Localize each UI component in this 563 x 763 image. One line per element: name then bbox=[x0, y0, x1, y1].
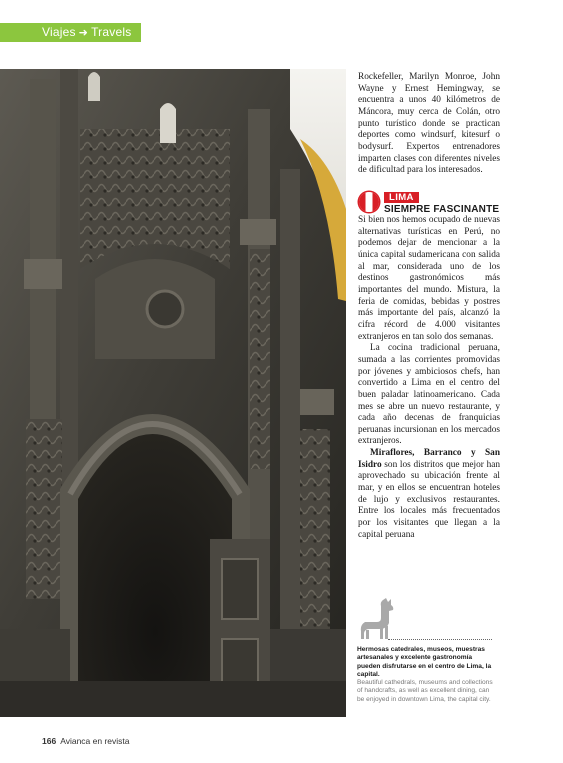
lima-paragraph-3-body: son los distritos que mejor han aprovechado su ubicación frente al mar, y en ellos se encuentran hoteles de lujo y exclusivos restaurantes. Entre los locales más frecuentados por los visitantes que llegan a la capital peruana bbox=[358, 459, 500, 540]
lima-paragraph-3-lead: Miraflores, Barranco y San Isidro bbox=[358, 448, 500, 470]
section-label-en: Travels bbox=[91, 25, 132, 39]
lima-paragraph-2: La cocina tradicional peruana, sumada a las corrientes promovidas por jóvenes y ambiciosos chefs, han convertido a Lima en el centro del buen paladar latinoamericano. Cada mes se abre un nuevo restaurante, y cada año decenas de franquicias peruanas incursionan en los mercados extranjeros. bbox=[358, 343, 500, 447]
lima-paragraph-3 bbox=[358, 448, 500, 541]
magazine-name: Avianca en revista bbox=[60, 736, 130, 746]
photo-caption bbox=[357, 646, 497, 704]
llama-icon bbox=[358, 596, 400, 640]
article-intro-paragraph: Rockefeller, Marilyn Monroe, John Wayne y Ernest Hemingway, se encuentra a unos 40 kilómetros de Máncora, muy cerca de Colán, otro punto turístico donde se practican deportes como windsurf, kitesurf o bodysurf. Expertos entrenadores imparten clases con diferentes niveles de dificultad para los interesados. bbox=[358, 72, 500, 176]
caption-english: Beautiful cathedrals, museums and collections of handcrafts, as well as excellent dining, can be enjoyed in downtown Lima, the capital city. bbox=[357, 679, 493, 703]
lima-paragraph-1: Si bien nos hemos ocupado de nuevas alternativas turísticas en Perú, no podemos dejar de mencionar a la única capital sudamericana con salida al mar, considerada uno de los destinos gastronómicos más importantes del mundo. Mistura, la feria de comidas, bebidas y postres más importante del país, alcanzó la cifra récord de 4.000 visitantes extranjeros en tan solo dos semanas. bbox=[358, 215, 500, 342]
page-number: 166 bbox=[42, 736, 57, 746]
lima-section-heading bbox=[357, 190, 507, 216]
page-footer bbox=[42, 736, 130, 746]
section-label-es: Viajes bbox=[42, 25, 76, 39]
caption-spanish: Hermosas catedrales, museos, muestras artesanales y excelente gastronomía pueden disfrutarse en el centro de Lima, la capital. bbox=[357, 646, 492, 678]
lima-tag: LIMA bbox=[384, 192, 419, 203]
arrow-right-icon: ➜ bbox=[78, 27, 89, 39]
article-column-lima bbox=[358, 215, 500, 541]
cathedral-photo bbox=[0, 69, 346, 717]
article-column-intro bbox=[358, 72, 500, 177]
peru-flag-icon bbox=[359, 192, 379, 212]
section-tab bbox=[0, 23, 141, 42]
lima-subtitle: SIEMPRE FASCINANTE bbox=[384, 204, 500, 215]
caption-rule bbox=[388, 639, 492, 640]
